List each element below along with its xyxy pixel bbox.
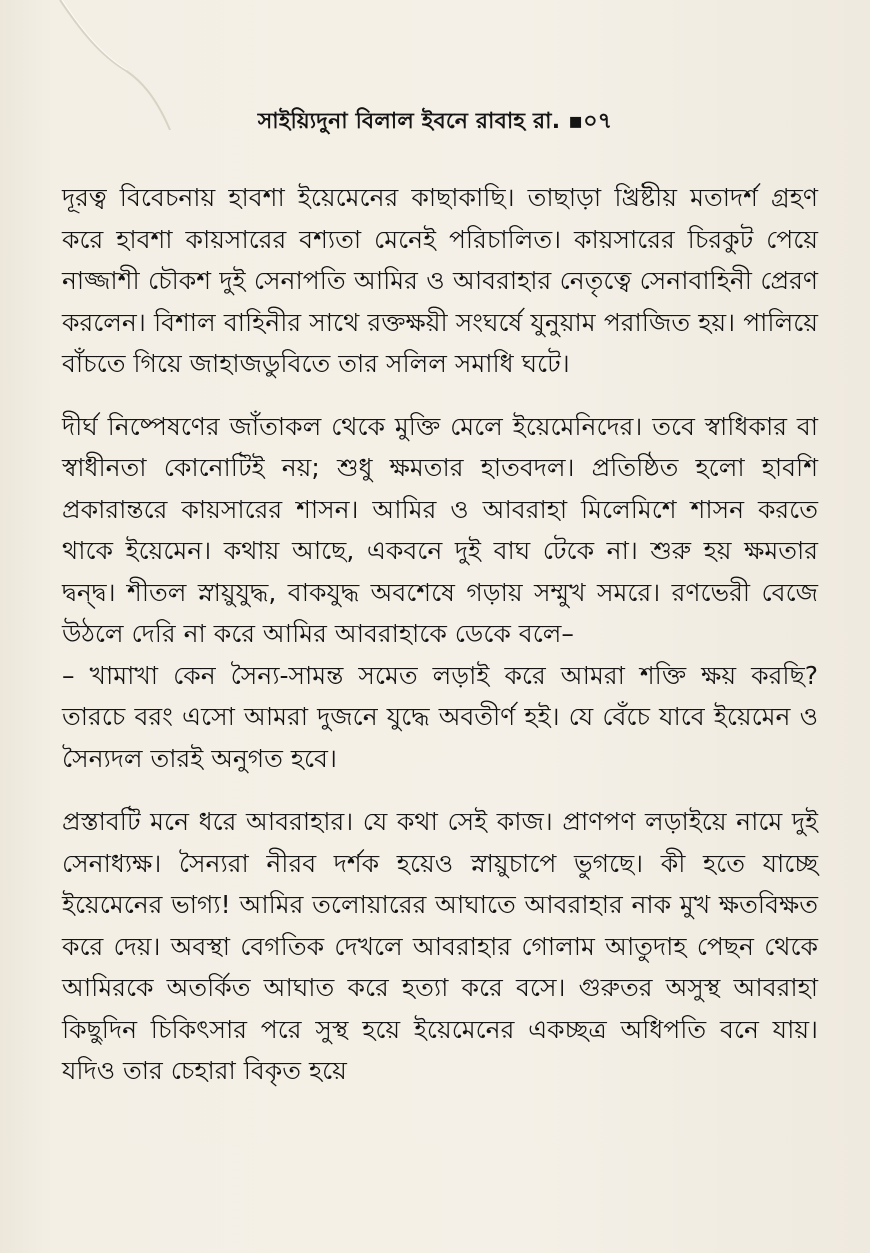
paragraph: দীর্ঘ নিষ্পেষণের জাঁতাকল থেকে মুক্তি মেলে ইয়েমেনিদের। তবে স্বাধিকার বা স্বাধীনতা কোনোটিই নয়; শুধু ক্ষমতার হাতবদল। প্রতিষ্ঠিত হলো হাবশি প্রকারান্তরে কায়সারের শাসন। আমির ও আবরাহা মিলেমিশে শাসন করতে থাকে ইয়েমেন। কথায় আছে, একবনে দুই বাঘ টেকে না। শুরু হয় ক্ষমতার দ্বন্দ্ব। শীতল স্নায়ুযুদ্ধ, বাকযুদ্ধ অবশেষে গড়ায় সম্মুখ সমরে। রণভেরী বেজে উঠলে দেরি না করে আমির আবরাহাকে ডেকে বলে– <box>62 411 818 648</box>
paragraph: প্রস্তাবটি মনে ধরে আবরাহার। যে কথা সেই কাজ। প্রাণপণ লড়াইয়ে নামে দুই সেনাধ্যক্ষ। সৈন্যরা নীরব দর্শক হয়েও স্নায়ুচাপে ভুগছে। কী হতে যাচ্ছে ইয়েমেনের ভাগ্য! আমির তলোয়ারের আঘাতে আবরাহার নাক মুখ ক্ষতবিক্ষত করে দেয়। অবস্থা বেগতিক দেখলে আবরাহার গোলাম আতুদাহ পেছন থেকে আমিরকে অতর্কিত আঘাত করে হত্যা করে বসে। গুরুতর অসুস্থ আবরাহা কিছুদিন চিকিৎসার পরে সুস্থ হয়ে ইয়েমেনের একচ্ছত্র অধিপতি বনে যায়। যদিও তার চেহারা বিকৃত হয়ে <box>62 807 818 1085</box>
paragraph: দূরত্ব বিবেচনায় হাবশা ইয়েমেনের কাছাকাছি। তাছাড়া খ্রিষ্টীয় মতাদর্শ গ্রহণ করে হাবশা কায়সারের বশ্যতা মেনেই পরিচালিত। কায়সারের চিরকুট পেয়ে নাজ্জাশী চৌকশ দুই সেনাপতি আমির ও আবরাহার নেতৃত্বে সেনাবাহিনী প্রেরণ করলেন। বিশাল বাহিনীর সাথে রক্তক্ষয়ী সংঘর্ষে যুনুয়াম পরাজিত হয়। পালিয়ে বাঁচতে গিয়ে জাহাজডুবিতে তার সলিল সমাধি ঘটে। <box>62 183 818 378</box>
dialogue-paragraph: – খামাখা কেন সৈন্য-সামন্ত সমেত লড়াই করে আমরা শক্তি ক্ষয় করছি? তারচে বরং এসো আমরা দুজনে যুদ্ধে অবতীর্ণ হই। যে বেঁচে যাবে ইয়েমেন ও সৈন্যদল তারই অনুগত হবে। <box>62 660 818 773</box>
body-text <box>62 177 818 1092</box>
running-header: সাইয়্যিদুনা বিলাল ইবনে রাবাহ রা. ▪০৭ <box>257 109 613 134</box>
